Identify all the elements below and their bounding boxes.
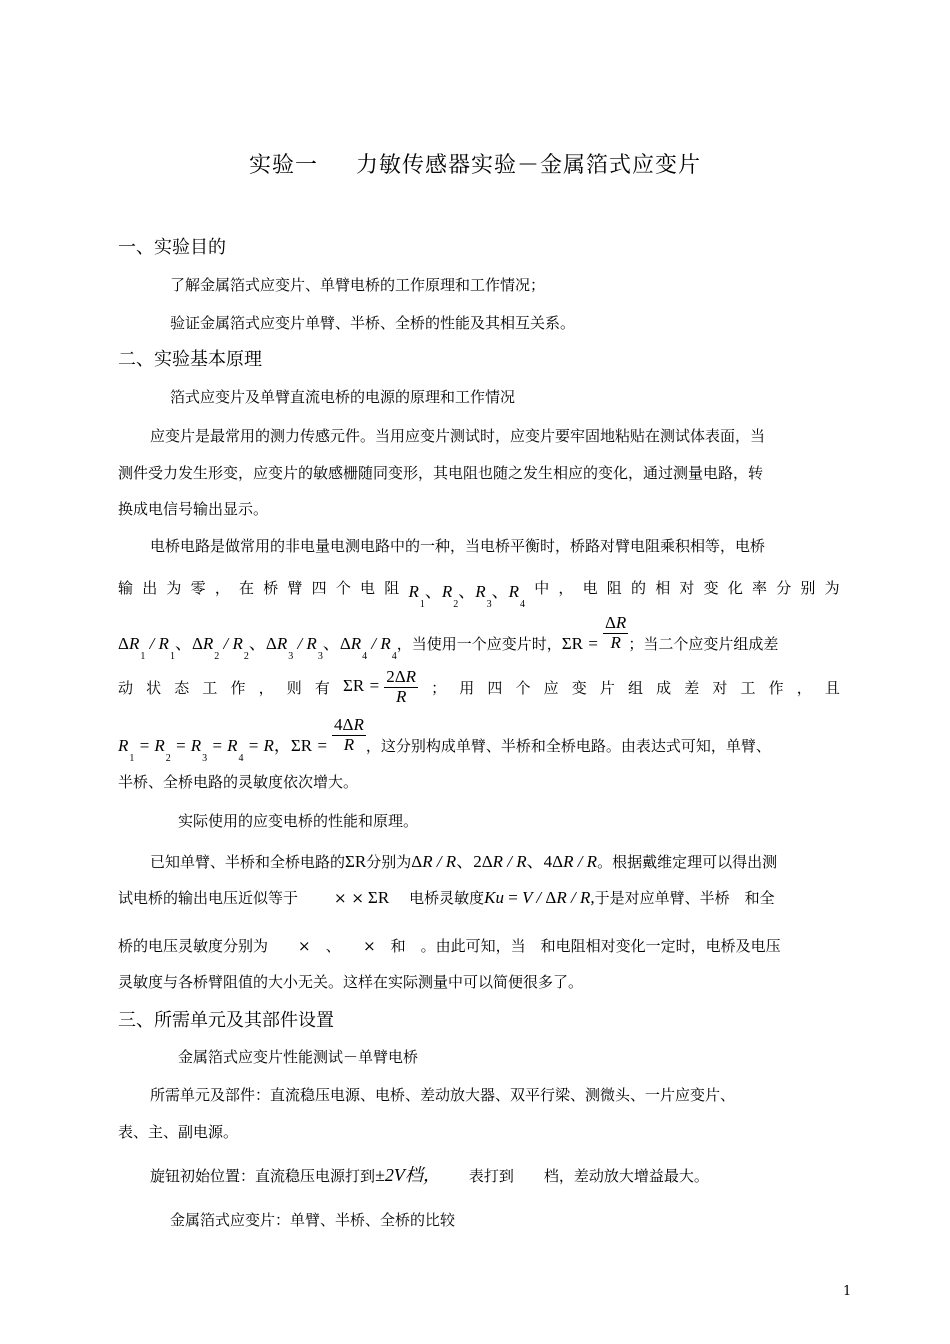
para1-line-3: 换成电信号输出显示。: [118, 500, 269, 518]
text: ；当二个应变片组成差: [628, 635, 779, 654]
text: ，当使用一个应变片时，: [396, 635, 562, 654]
word: 中: [534, 579, 550, 597]
word: 为: [166, 579, 182, 597]
word: 电: [582, 579, 598, 597]
equal-resistors: $R_1 = R_2 = R_3 = R_4 = R$，ΣR =: [118, 736, 333, 765]
section-3-heading: 三、所需单元及其部件设置: [118, 1010, 334, 1031]
text: × ×: [334, 889, 364, 907]
title-part-1: 实验一: [248, 153, 318, 178]
word: 态: [174, 678, 190, 697]
setup-subheading-2: 金属箔式应变片：单臂、半桥、全桥的比较: [170, 1211, 456, 1229]
principle-subheading-2: 实际使用的应变电桥的性能和原理。: [178, 812, 419, 830]
word: 片: [599, 678, 615, 697]
para2-line-1: 电桥电路是做常用的非电量电测电路中的一种，当电桥平衡时，桥路对臂电阻乘积相等，电桥: [150, 537, 766, 555]
sigma-r: ΣR: [367, 888, 390, 907]
word: 四: [487, 678, 503, 697]
word: 差: [684, 678, 700, 697]
word: 率: [752, 579, 768, 597]
half-bridge-formula: ΣR = $\frac{2\Delta R}{R}$: [343, 667, 417, 706]
full-bridge-fraction: $\frac{4\Delta R}{R}$: [334, 715, 364, 754]
setup-line-2: 表、主、副电源。: [118, 1123, 239, 1141]
word: 输: [118, 579, 134, 597]
section-1-heading: 一、实验目的: [118, 237, 226, 258]
para1-line-2: 测件受力发生形变，应变片的敏感栅随同变形，其电阻也随之发生相应的变化，通过测量电路，转: [118, 464, 764, 482]
word: 桥: [263, 579, 279, 597]
word: 对: [712, 678, 728, 697]
word: 组: [628, 678, 644, 697]
page-number: 1: [843, 1284, 852, 1299]
text: 试电桥的输出电压近似等于: [118, 889, 299, 907]
para3-line-1: [150, 847, 777, 872]
word: 有: [314, 678, 330, 697]
sensitivity-formula: Ku = V / ΔR / R,: [484, 888, 595, 907]
text: 。根据戴维定理可以得出测: [597, 853, 778, 871]
para3-line-2: [118, 887, 775, 908]
word: 化: [727, 579, 743, 597]
para3-line-4: 灵敏度与各桥臂阻值的大小无关。这样在实际测量中可以简便很多了。: [118, 973, 584, 991]
word: ，: [214, 579, 230, 597]
word: 个: [515, 678, 531, 697]
text: 已知单臂、半桥和全桥电路的: [150, 853, 346, 871]
word: 则: [286, 678, 302, 697]
word: 用: [459, 678, 475, 697]
para2-line-4: [118, 668, 840, 706]
sigma-r-eq: ΣR =: [561, 634, 603, 654]
word: 应: [543, 678, 559, 697]
word: 作: [230, 678, 246, 697]
word: 在: [239, 579, 255, 597]
sigma-r: ΣR: [345, 852, 367, 871]
sigma-r-values: ΔR / R、2ΔR / R、4ΔR / R: [411, 852, 598, 871]
word: 阻: [606, 579, 622, 597]
para2-line-6: 半桥、全桥电路的灵敏度依次增大。: [118, 773, 359, 791]
word: 臂: [287, 579, 303, 597]
word: 变: [571, 678, 587, 697]
page-title: [0, 148, 950, 179]
word: ；: [431, 678, 447, 697]
word: 零: [190, 579, 206, 597]
word: 对: [679, 579, 695, 597]
word: 变: [703, 579, 719, 597]
setup-subheading-1: 金属箔式应变片性能测试－单臂电桥: [178, 1048, 419, 1066]
word: ，: [558, 579, 574, 597]
section-2-heading: 二、实验基本原理: [118, 349, 262, 370]
text: 表打到 档，差动放大增益最大。: [468, 1167, 709, 1185]
word: 作: [768, 678, 784, 697]
para2-line-3: [118, 613, 779, 663]
text: 电桥灵敏度: [409, 889, 485, 907]
word: 四: [311, 579, 327, 597]
text: 分别为: [366, 853, 412, 871]
resistor-list: $R_1$、$R_2$、$R_3$、$R_4$: [408, 582, 525, 610]
word: ，: [796, 678, 812, 697]
word: 电: [360, 579, 376, 597]
para2-line-2: [118, 577, 840, 610]
word: 分: [776, 579, 792, 597]
fraction-dr-over-r: $\frac{\Delta R}{R}$: [604, 613, 627, 652]
word: 个: [335, 579, 351, 597]
setup-line-1: 所需单元及部件：直流稳压电源、电桥、差动放大器、双平行梁、测微头、一片应变片、: [150, 1086, 736, 1104]
para3-line-3: 桥的电压灵敏度分别为 × 、 × 和 。由此可知，当 和电阻相对变化一定时，电桥及电压: [118, 937, 781, 955]
text: 于是对应单臂、半桥 和全: [594, 889, 775, 907]
word: 工: [740, 678, 756, 697]
para2-line-5: [118, 715, 771, 765]
word: 出: [142, 579, 158, 597]
text: 旋钮初始位置：直流稳压电源打到: [150, 1167, 376, 1185]
setup-line-3: [150, 1161, 709, 1187]
word: 成: [656, 678, 672, 697]
word: ，: [258, 678, 274, 697]
word: 且: [824, 678, 840, 697]
voltage-setting: ±2V档，: [375, 1165, 441, 1185]
word: 阻: [384, 579, 400, 597]
objective-item-1: 了解金属箔式应变片、单臂电桥的工作原理和工作情况；: [170, 276, 546, 294]
relative-change-list: $\Delta R_1 / R_1$、$\Delta R_2 / R_2$、$\Delta R_3 / R_3$、$\Delta R_4 / R_4$: [118, 634, 397, 663]
word: 工: [202, 678, 218, 697]
text: ，这分别构成单臂、半桥和全桥电路。由表达式可知，单臂、: [365, 737, 771, 756]
word: 别: [800, 579, 816, 597]
word: 动: [118, 678, 134, 697]
principle-subheading-1: 箔式应变片及单臂直流电桥的电源的原理和工作情况: [170, 388, 516, 406]
word: 相: [655, 579, 671, 597]
word: 状: [146, 678, 162, 697]
title-part-2: 力敏传感器实验－金属箔式应变片: [356, 153, 702, 178]
para1-line-1: 应变片是最常用的测力传感元件。当用应变片测试时，应变片要牢固地粘贴在测试体表面，当: [150, 427, 766, 445]
objective-item-2: 验证金属箔式应变片单臂、半桥、全桥的性能及其相互关系。: [170, 314, 576, 332]
word: 为: [824, 579, 840, 597]
word: 的: [631, 579, 647, 597]
